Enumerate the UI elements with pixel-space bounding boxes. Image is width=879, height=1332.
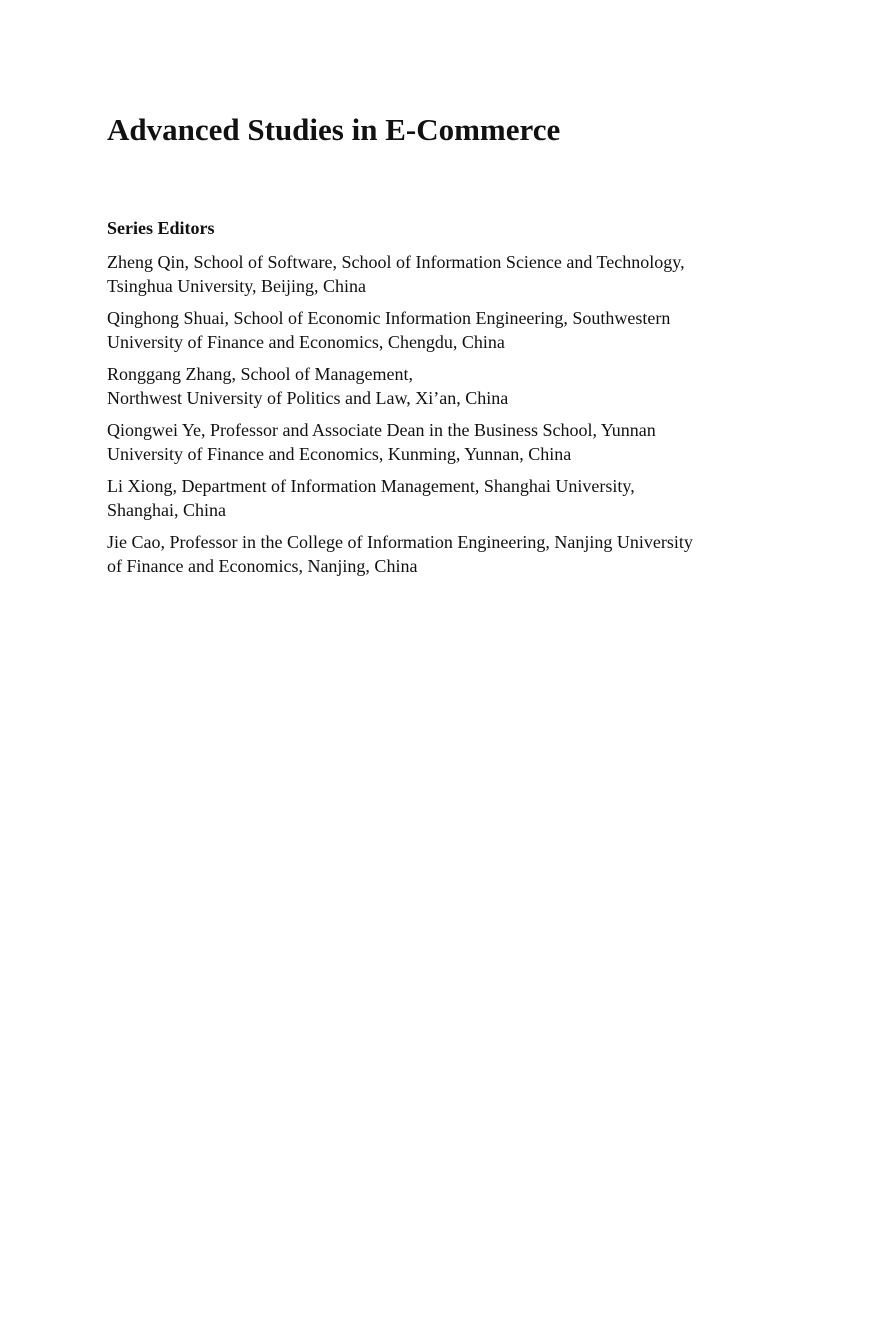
editor-affiliation-line: of Finance and Economics, Nanjing, China <box>107 556 418 576</box>
editor-affiliation-line: University of Finance and Economics, Kunming, Yunnan, China <box>107 444 572 464</box>
series-editors-heading: Series Editors <box>107 218 215 238</box>
editor-affiliation-line: University of Finance and Economics, Chengdu, China <box>107 332 505 352</box>
editor-affiliation-line: Shanghai, China <box>107 500 226 520</box>
editor-entry <box>107 306 787 354</box>
editor-entry <box>107 418 787 466</box>
editor-affiliation-line: Jie Cao, Professor in the College of Information Engineering, Nanjing University <box>107 532 693 552</box>
editor-entry <box>107 474 787 522</box>
editor-entry <box>107 250 787 298</box>
editor-affiliation-line: Qinghong Shuai, School of Economic Information Engineering, Southwestern <box>107 308 671 328</box>
editor-affiliation-line: Li Xiong, Department of Information Management, Shanghai University, <box>107 476 635 496</box>
editor-entry <box>107 362 787 410</box>
editor-affiliation-line: Ronggang Zhang, School of Management, <box>107 364 413 384</box>
series-title: Advanced Studies in E-Commerce <box>107 112 561 147</box>
editor-affiliation-line: Qiongwei Ye, Professor and Associate Dean in the Business School, Yunnan <box>107 420 656 440</box>
editor-affiliation-line: Northwest University of Politics and Law, Xi’an, China <box>107 388 509 408</box>
editor-entry <box>107 530 787 578</box>
editor-list <box>107 250 787 586</box>
editor-affiliation-line: Tsinghua University, Beijing, China <box>107 276 367 296</box>
editor-affiliation-line: Zheng Qin, School of Software, School of Information Science and Technology, <box>107 252 685 272</box>
